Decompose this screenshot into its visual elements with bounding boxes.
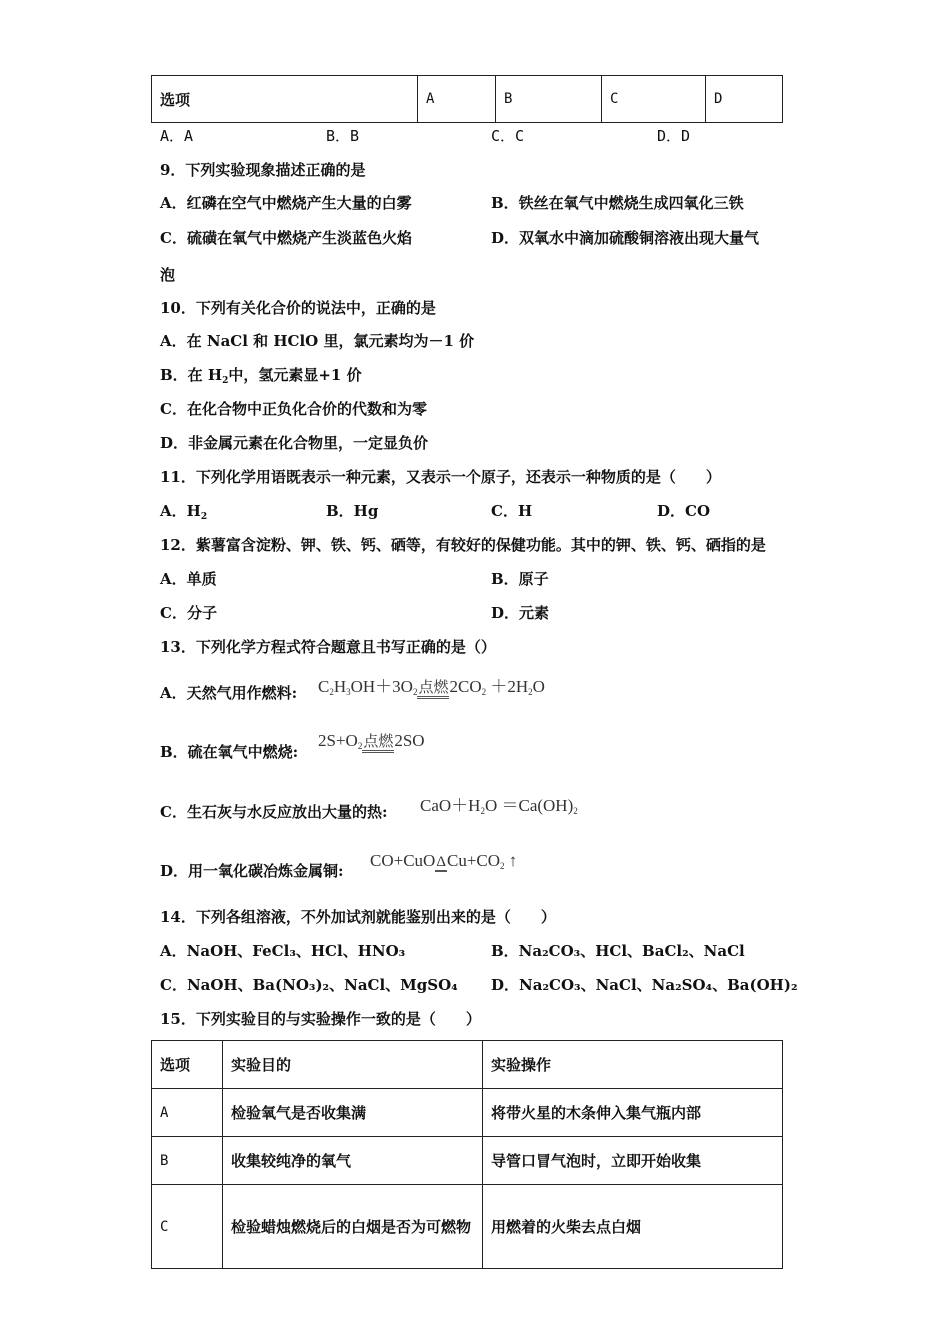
q8-option-b[interactable]: B．B bbox=[326, 127, 360, 145]
q10-option-a[interactable]: A．在 NaCl 和 HClO 里，氯元素均为－1 价 bbox=[160, 332, 475, 350]
q9-option-b[interactable]: B．铁丝在氧气中燃烧生成四氧化三铁 bbox=[491, 194, 744, 212]
q10-option-d[interactable]: D．非金属元素在化合物里，一定显负价 bbox=[160, 434, 429, 452]
q15-header-option: 选项 bbox=[152, 1041, 223, 1089]
q9-option-c[interactable]: C．硫磺在氧气中燃烧产生淡蓝色火焰 bbox=[160, 229, 412, 247]
q8-table bbox=[151, 75, 783, 123]
q14-stem: 14．下列各组溶液，不外加试剂就能鉴别出来的是（ ） bbox=[160, 908, 556, 926]
q13-option-d[interactable]: D．用一氧化碳冶炼金属铜: bbox=[160, 862, 344, 880]
table-row bbox=[152, 1089, 783, 1137]
q11-option-c[interactable]: C．H bbox=[491, 502, 533, 520]
q12-stem: 12．紫薯富含淀粉、钾、铁、钙、硒等，有较好的保健功能。其中的钾、铁、钙、硒指的是 bbox=[160, 536, 766, 554]
q11-stem: 11．下列化学用语既表示一种元素，又表示一个原子，还表示一种物质的是（ ） bbox=[160, 468, 721, 486]
q10-stem: 10．下列有关化合价的说法中，正确的是 bbox=[160, 299, 436, 317]
q15-row-c-purpose: 检验蜡烛燃烧后的白烟是否为可燃物 bbox=[223, 1185, 483, 1269]
q13-equation-d: $CO+CuO\Delta Cu+CO_2$ ↑ bbox=[370, 851, 518, 871]
q13-stem: 13．下列化学方程式符合题意且书写正确的是（） bbox=[160, 638, 496, 656]
q9-option-d[interactable]: D．双氧水中滴加硫酸铜溶液出现大量气 bbox=[491, 229, 760, 247]
q15-row-b-option: B bbox=[152, 1137, 223, 1185]
q15-table bbox=[151, 1040, 783, 1269]
q11-option-d[interactable]: D．CO bbox=[657, 502, 711, 520]
q15-row-a-option: A bbox=[152, 1089, 223, 1137]
table-row bbox=[152, 1137, 783, 1185]
q15-row-a-purpose: 检验氧气是否收集满 bbox=[223, 1089, 483, 1137]
q9-option-d-cont: 泡 bbox=[160, 266, 176, 284]
q14-option-a[interactable]: A．NaOH、FeCl₃、HCl、HNO₃ bbox=[160, 942, 406, 960]
q12-option-b[interactable]: B．原子 bbox=[491, 570, 549, 588]
q13-option-c[interactable]: C．生石灰与水反应放出大量的热: bbox=[160, 803, 388, 821]
q9-stem: 9．下列实验现象描述正确的是 bbox=[160, 161, 366, 179]
q8-option-a[interactable]: A．A bbox=[160, 127, 194, 145]
q15-header-operation: 实验操作 bbox=[483, 1041, 783, 1089]
q13-equation-b: $2S+O_2$点燃2SO bbox=[318, 731, 425, 751]
q13-option-b[interactable]: B．硫在氧气中燃烧: bbox=[160, 743, 299, 761]
q14-option-c[interactable]: C．NaOH、Ba(NO₃)₂、NaCl、MgSO₄ bbox=[160, 976, 458, 994]
q10-option-b[interactable]: B．在 $H_2$中，氢元素显+1 价 bbox=[160, 366, 362, 386]
q8-table-h1: A bbox=[418, 76, 496, 123]
q15-row-c-option: C bbox=[152, 1185, 223, 1269]
q12-option-c[interactable]: C．分子 bbox=[160, 604, 217, 622]
q13-condition-fire-a: 点燃 bbox=[417, 680, 449, 699]
q8-option-c[interactable]: C．C bbox=[491, 127, 525, 145]
q15-row-b-operation: 导管口冒气泡时，立即开始收集 bbox=[483, 1137, 783, 1185]
q10-option-c[interactable]: C．在化合物中正负化合价的代数和为零 bbox=[160, 400, 427, 418]
q15-row-b-purpose: 收集较纯净的氧气 bbox=[223, 1137, 483, 1185]
q13-option-a[interactable]: A．天然气用作燃料: bbox=[160, 684, 298, 702]
q9-option-a[interactable]: A．红磷在空气中燃烧产生大量的白雾 bbox=[160, 194, 412, 212]
q8-option-d[interactable]: D．D bbox=[657, 127, 691, 145]
q12-option-d[interactable]: D．元素 bbox=[491, 604, 550, 622]
q11-option-a[interactable]: A．$H_2$ bbox=[160, 502, 208, 522]
q13-condition-heat: Δ bbox=[436, 854, 446, 870]
q15-header-purpose: 实验目的 bbox=[223, 1041, 483, 1089]
q8-table-h0: 选项 bbox=[152, 76, 418, 123]
q15-stem: 15．下列实验目的与实验操作一致的是（ ） bbox=[160, 1010, 481, 1028]
q15-row-c-operation: 用燃着的火柴去点白烟 bbox=[483, 1185, 783, 1269]
table-row bbox=[152, 1185, 783, 1269]
q13-equation-a: $C_2H_3OH+3O_2$点燃$2CO_2 +2H_2O$ bbox=[318, 677, 545, 697]
q8-table-h2: B bbox=[496, 76, 602, 123]
q12-option-a[interactable]: A．单质 bbox=[160, 570, 217, 588]
q8-table-h3: C bbox=[602, 76, 706, 123]
q13-condition-fire-b: 点燃 bbox=[362, 734, 394, 753]
q14-option-d[interactable]: D．Na₂CO₃、NaCl、Na₂SO₄、Ba(OH)₂ bbox=[491, 976, 798, 994]
q8-table-h4: D bbox=[706, 76, 783, 123]
q14-option-b[interactable]: B．Na₂CO₃、HCl、BaCl₂、NaCl bbox=[491, 942, 745, 960]
q15-row-a-operation: 将带火星的木条伸入集气瓶内部 bbox=[483, 1089, 783, 1137]
q11-option-b[interactable]: B．Hg bbox=[326, 502, 379, 520]
q13-equation-c: $CaO+H_2O =Ca(OH)_2$ bbox=[420, 796, 578, 816]
